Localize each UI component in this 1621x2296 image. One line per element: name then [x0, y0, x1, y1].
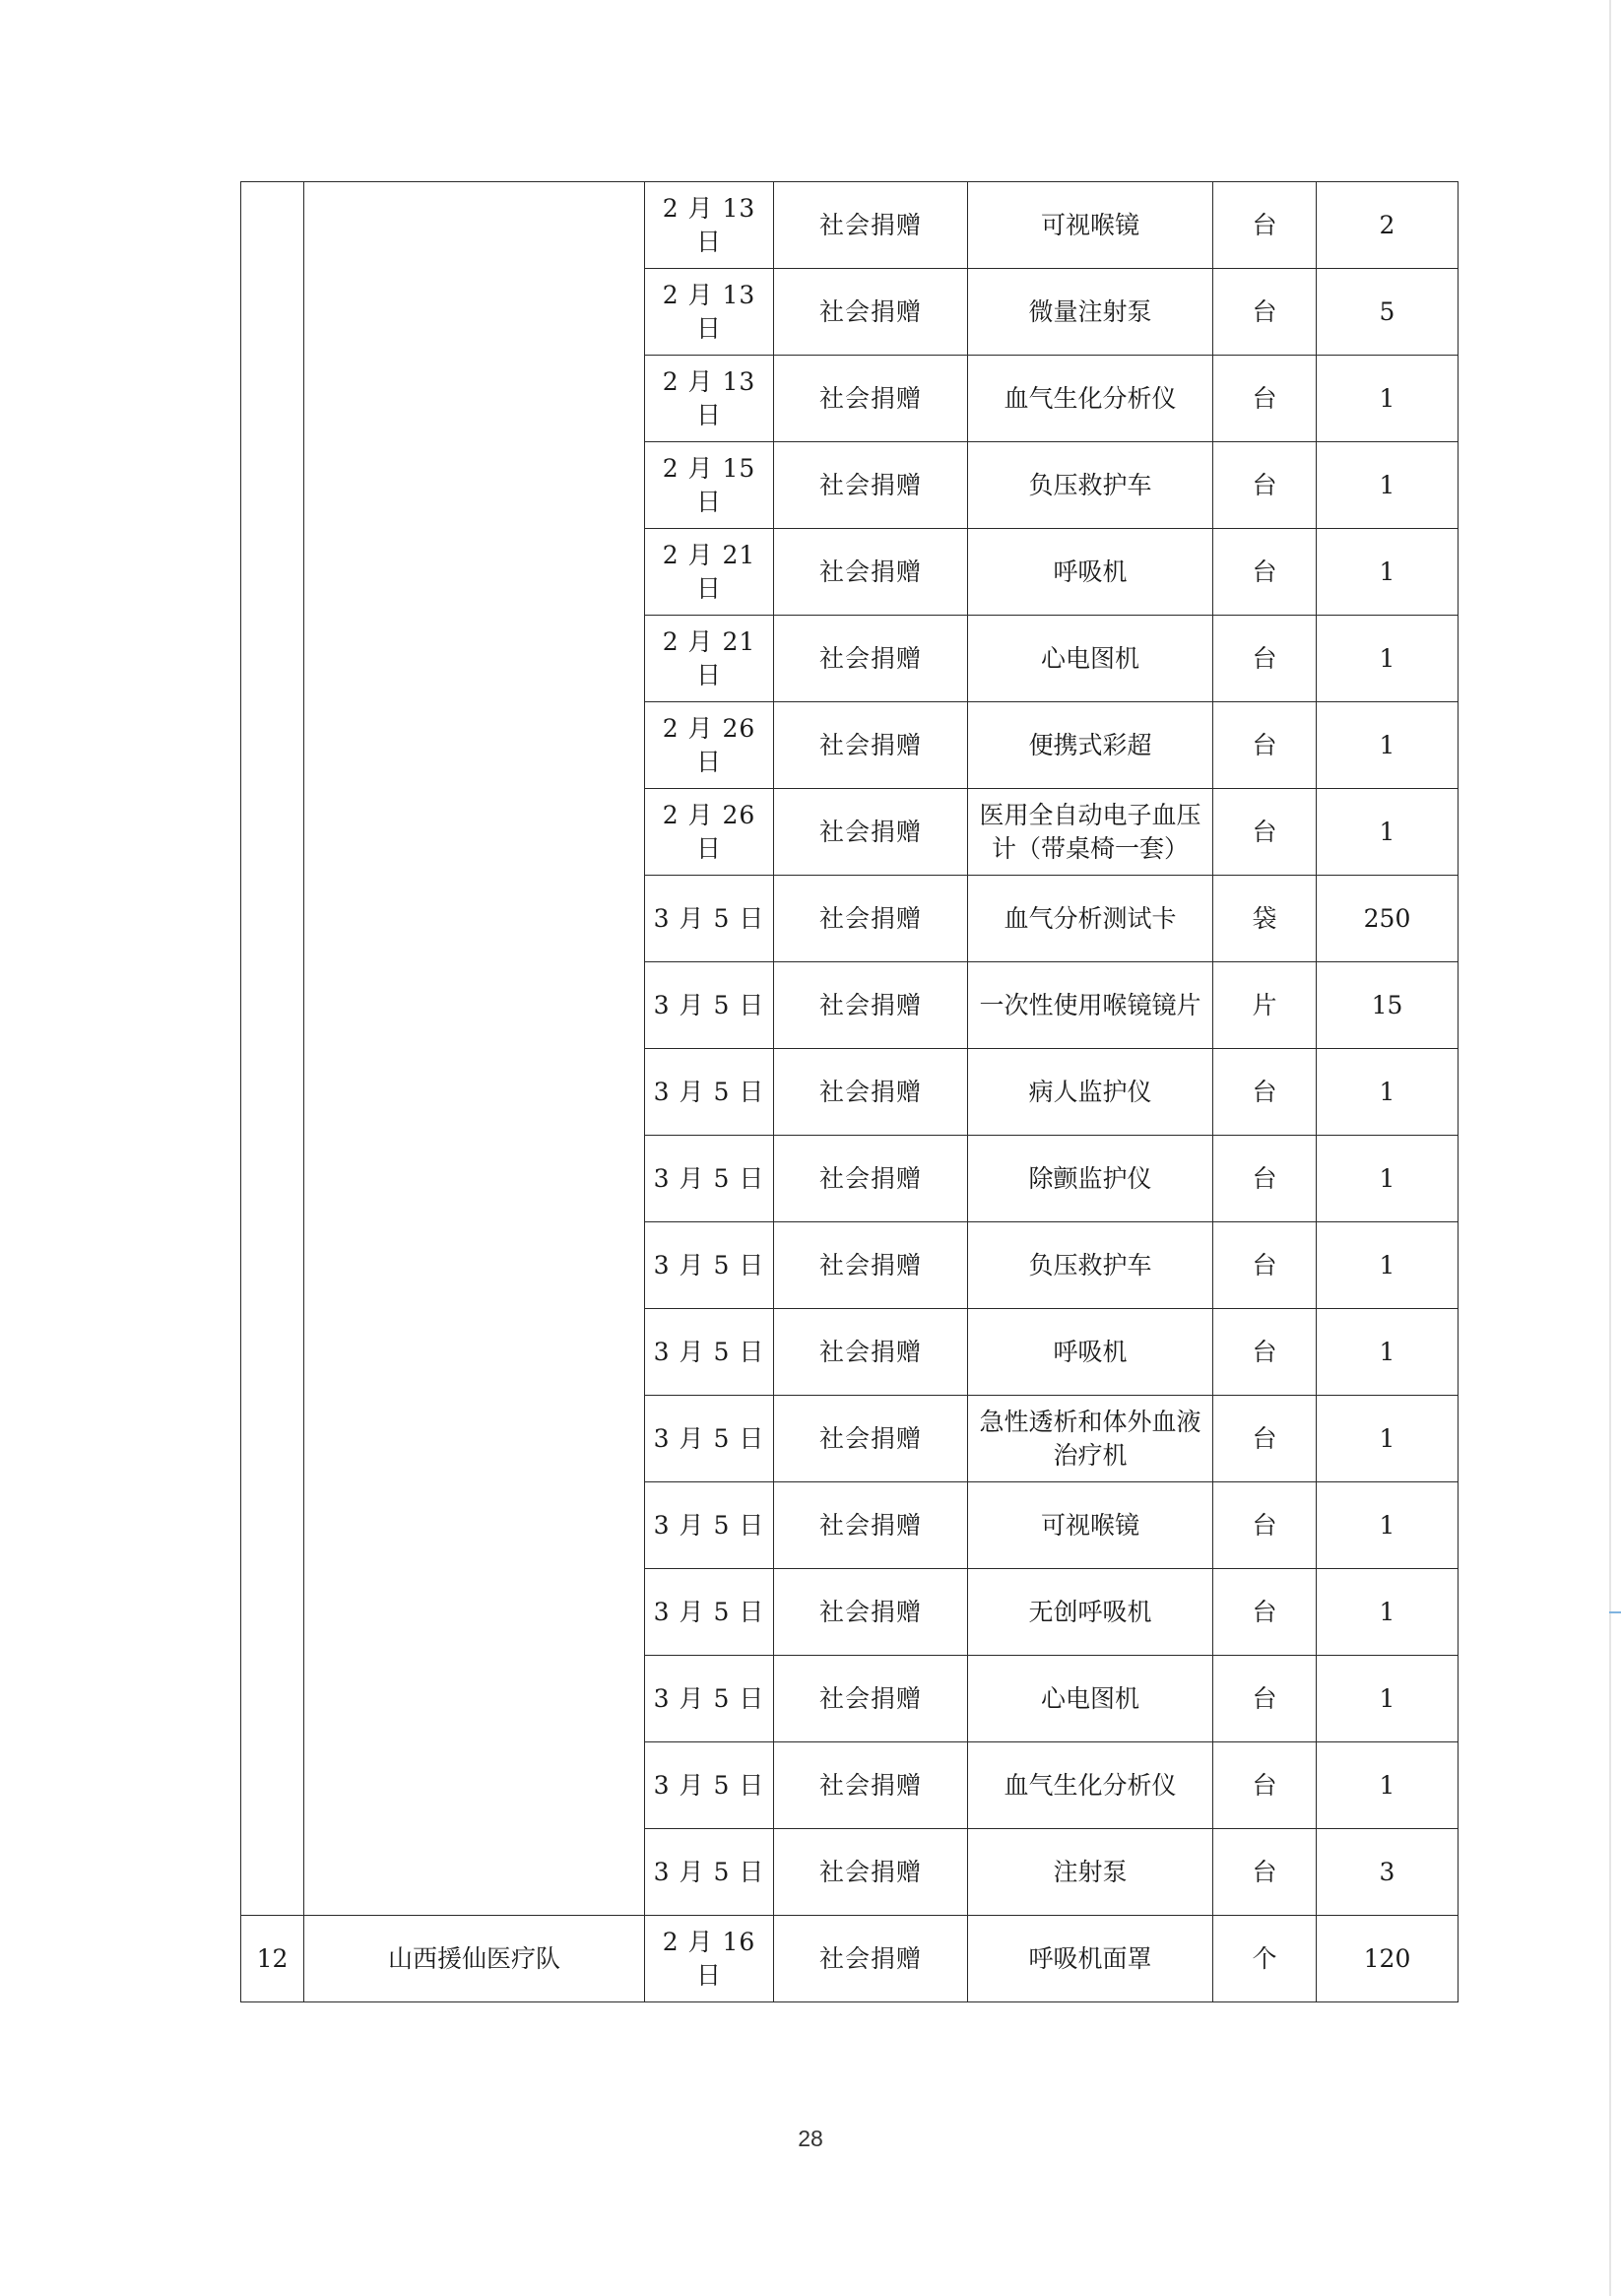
item-cell: 负压救护车	[968, 1222, 1213, 1309]
date-cell: 2 月 15 日	[645, 442, 774, 529]
unit-cell: 台	[1213, 529, 1317, 616]
item-cell: 负压救护车	[968, 442, 1213, 529]
quantity-cell: 1	[1317, 1742, 1459, 1829]
type-cell: 社会捐赠	[774, 702, 968, 789]
type-cell: 社会捐赠	[774, 616, 968, 702]
quantity-cell: 1	[1317, 529, 1459, 616]
date-cell: 3 月 5 日	[645, 1742, 774, 1829]
item-cell: 心电图机	[968, 1656, 1213, 1742]
type-cell: 社会捐赠	[774, 1482, 968, 1569]
type-cell: 社会捐赠	[774, 1396, 968, 1482]
type-cell: 社会捐赠	[774, 1049, 968, 1136]
item-cell: 急性透析和体外血液治疗机	[968, 1396, 1213, 1482]
type-cell: 社会捐赠	[774, 789, 968, 876]
date-cell: 3 月 5 日	[645, 1309, 774, 1396]
type-cell: 社会捐赠	[774, 356, 968, 442]
page-edge-line	[1609, 0, 1611, 2296]
index-cell-merged	[241, 182, 304, 1916]
type-cell: 社会捐赠	[774, 182, 968, 269]
quantity-cell: 1	[1317, 1309, 1459, 1396]
date-cell: 3 月 5 日	[645, 1396, 774, 1482]
page-edge-mark	[1609, 1611, 1621, 1613]
item-cell: 血气生化分析仪	[968, 356, 1213, 442]
table-row	[241, 182, 1459, 269]
quantity-cell: 1	[1317, 702, 1459, 789]
date-cell: 2 月 21 日	[645, 616, 774, 702]
unit-cell: 台	[1213, 1829, 1317, 1916]
quantity-cell: 250	[1317, 876, 1459, 962]
quantity-cell: 3	[1317, 1829, 1459, 1916]
item-cell: 医用全自动电子血压计（带桌椅一套）	[968, 789, 1213, 876]
unit-cell: 台	[1213, 1482, 1317, 1569]
item-cell: 注射泵	[968, 1829, 1213, 1916]
date-cell: 3 月 5 日	[645, 1049, 774, 1136]
item-cell: 无创呼吸机	[968, 1569, 1213, 1656]
date-cell: 3 月 5 日	[645, 1569, 774, 1656]
item-cell: 可视喉镜	[968, 1482, 1213, 1569]
quantity-cell: 15	[1317, 962, 1459, 1049]
date-cell: 3 月 5 日	[645, 1829, 774, 1916]
date-cell: 3 月 5 日	[645, 1136, 774, 1222]
table-row	[241, 1916, 1459, 2002]
quantity-cell: 1	[1317, 616, 1459, 702]
type-cell: 社会捐赠	[774, 1222, 968, 1309]
type-cell: 社会捐赠	[774, 442, 968, 529]
date-cell: 2 月 26 日	[645, 789, 774, 876]
recipient-cell: 山西援仙医疗队	[304, 1916, 645, 2002]
date-cell: 3 月 5 日	[645, 962, 774, 1049]
unit-cell: 台	[1213, 1222, 1317, 1309]
type-cell: 社会捐赠	[774, 529, 968, 616]
quantity-cell: 1	[1317, 1569, 1459, 1656]
unit-cell: 台	[1213, 1656, 1317, 1742]
quantity-cell: 1	[1317, 1656, 1459, 1742]
unit-cell: 台	[1213, 1569, 1317, 1656]
item-cell: 血气生化分析仪	[968, 1742, 1213, 1829]
unit-cell: 片	[1213, 962, 1317, 1049]
type-cell: 社会捐赠	[774, 1136, 968, 1222]
quantity-cell: 120	[1317, 1916, 1459, 2002]
unit-cell: 台	[1213, 1742, 1317, 1829]
item-cell: 可视喉镜	[968, 182, 1213, 269]
item-cell: 便携式彩超	[968, 702, 1213, 789]
index-cell: 12	[241, 1916, 304, 2002]
type-cell: 社会捐赠	[774, 1309, 968, 1396]
type-cell: 社会捐赠	[774, 1569, 968, 1656]
type-cell: 社会捐赠	[774, 1829, 968, 1916]
unit-cell: 台	[1213, 356, 1317, 442]
type-cell: 社会捐赠	[774, 269, 968, 356]
unit-cell: 台	[1213, 702, 1317, 789]
type-cell: 社会捐赠	[774, 962, 968, 1049]
type-cell: 社会捐赠	[774, 1916, 968, 2002]
unit-cell: 台	[1213, 616, 1317, 702]
recipient-cell-merged	[304, 182, 645, 1916]
date-cell: 2 月 21 日	[645, 529, 774, 616]
item-cell: 呼吸机	[968, 529, 1213, 616]
item-cell: 血气分析测试卡	[968, 876, 1213, 962]
donation-table	[240, 181, 1459, 2002]
item-cell: 呼吸机面罩	[968, 1916, 1213, 2002]
date-cell: 2 月 13 日	[645, 356, 774, 442]
date-cell: 2 月 26 日	[645, 702, 774, 789]
date-cell: 2 月 16 日	[645, 1916, 774, 2002]
unit-cell: 台	[1213, 1049, 1317, 1136]
unit-cell: 台	[1213, 442, 1317, 529]
quantity-cell: 1	[1317, 1049, 1459, 1136]
quantity-cell: 1	[1317, 442, 1459, 529]
quantity-cell: 1	[1317, 1222, 1459, 1309]
date-cell: 2 月 13 日	[645, 269, 774, 356]
unit-cell: 台	[1213, 1309, 1317, 1396]
quantity-cell: 1	[1317, 789, 1459, 876]
table-body	[241, 182, 1459, 2002]
quantity-cell: 1	[1317, 356, 1459, 442]
item-cell: 除颤监护仪	[968, 1136, 1213, 1222]
page-number: 28	[798, 2126, 823, 2151]
unit-cell: 台	[1213, 789, 1317, 876]
item-cell: 一次性使用喉镜镜片	[968, 962, 1213, 1049]
donation-table-container	[240, 181, 1458, 2002]
date-cell: 3 月 5 日	[645, 1656, 774, 1742]
unit-cell: 台	[1213, 182, 1317, 269]
unit-cell: 台	[1213, 1136, 1317, 1222]
unit-cell: 台	[1213, 269, 1317, 356]
type-cell: 社会捐赠	[774, 876, 968, 962]
unit-cell: 个	[1213, 1916, 1317, 2002]
quantity-cell: 2	[1317, 182, 1459, 269]
quantity-cell: 1	[1317, 1396, 1459, 1482]
type-cell: 社会捐赠	[774, 1656, 968, 1742]
quantity-cell: 1	[1317, 1482, 1459, 1569]
item-cell: 病人监护仪	[968, 1049, 1213, 1136]
date-cell: 3 月 5 日	[645, 1222, 774, 1309]
unit-cell: 袋	[1213, 876, 1317, 962]
type-cell: 社会捐赠	[774, 1742, 968, 1829]
quantity-cell: 5	[1317, 269, 1459, 356]
item-cell: 心电图机	[968, 616, 1213, 702]
date-cell: 3 月 5 日	[645, 876, 774, 962]
quantity-cell: 1	[1317, 1136, 1459, 1222]
unit-cell: 台	[1213, 1396, 1317, 1482]
date-cell: 2 月 13 日	[645, 182, 774, 269]
date-cell: 3 月 5 日	[645, 1482, 774, 1569]
item-cell: 呼吸机	[968, 1309, 1213, 1396]
item-cell: 微量注射泵	[968, 269, 1213, 356]
